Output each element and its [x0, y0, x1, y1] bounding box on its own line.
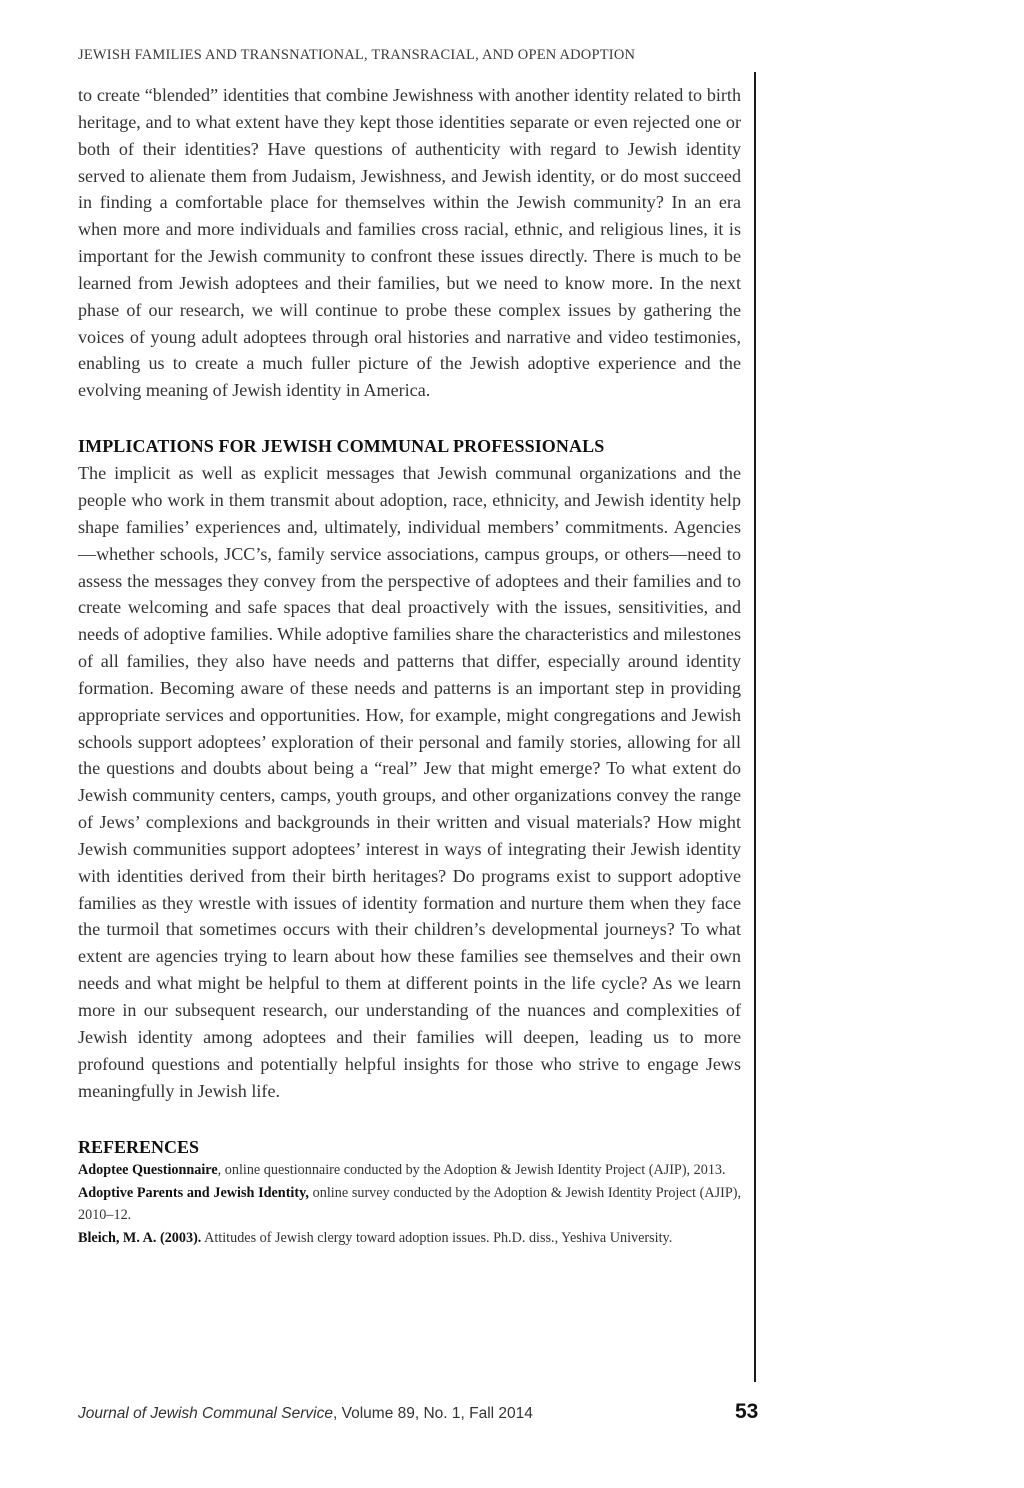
references-list — [78, 1159, 741, 1249]
reference-entry — [78, 1227, 741, 1250]
page-number: 53 — [735, 1400, 759, 1423]
reference-title: Adoptive Parents and Jewish Identity, — [78, 1184, 309, 1201]
reference-text: , online questionnaire conducted by the Adoption & Jewish Identity Project (AJIP), 2013. — [217, 1162, 726, 1179]
journal-name: Journal of Jewish Communal Service — [78, 1405, 333, 1422]
section-heading: IMPLICATIONS FOR JEWISH COMMUNAL PROFESSIONALS — [78, 436, 605, 457]
reference-text: online survey conducted by the Adoption & Jewish Identity Project (AJIP), 2010–12. — [78, 1184, 741, 1224]
column-rule — [754, 72, 756, 1382]
reference-title: Bleich, M. A. (2003). — [78, 1229, 202, 1246]
body-paragraph: The implicit as well as explicit messages that Jewish communal organizations and the people who work in them transmit about adoption, race, ethnicity, and Jewish identity help shape families’ experiences and, ultimately, individual members’ commitments. Agencies—whether schools, JCC’s, family service associations, campus groups, or others—need to assess the messages they convey from the perspective of adoptees and their families and to create welcoming and safe spaces that deal proactively with the issues, sensitivities, and needs of adoptive families. While adoptive families share the characteristics and milestones of all families, they also have needs and patterns that differ, especially around identity formation. Becoming aware of these needs and patterns is an important step in providing appropriate services and opportunities. How, for example, might congregations and Jewish schools support adoptees’ exploration of their personal and family stories, allowing for all the questions and doubts about being a “real” Jew that might emerge? To what extent do Jewish community centers, camps, youth groups, and other organizations convey the range of Jews’ complexions and backgrounds in their written and visual materials? How might Jewish communities support adoptees’ interest in ways of integrating their Jewish identity with identities derived from their birth heritages? Do programs exist to support adoptive families as they wrestle with issues of identity formation and nurture them when they face the turmoil that sometimes occurs with their children’s developmental journeys? To what extent are agencies trying to learn about how these families see themselves and their own needs and what might be helpful to them at different points in the life cycle? As we learn more in our subsequent research, our understanding of the nuances and complexities of Jewish identity among adoptees and their families will deepen, leading us to more profound questions and potentially helpful insights for those who strive to engage Jews meaningfully in Jewish life. — [78, 463, 741, 1101]
body-paragraph: to create “blended” identities that combine Jewishness with another identity related to birth heritage, and to what extent have they kept those identities separate or even rejected one or both of their identities? Have questions of authenticity with regard to Jewish identity served to alienate them from Judaism, Jewishness, and Jewish identity, or do most succeed in finding a comfortable place for themselves within the Jewish community? In an era when more and more individuals and families cross racial, ethnic, and religious lines, it is important for the Jewish community to confront these issues directly. There is much to be learned from Jewish adoptees and their families, but we need to know more. In the next phase of our research, we will continue to probe these complex issues by gathering the voices of young adult adoptees through oral histories and narrative and video testimonies, enabling us to create a much fuller picture of the Jewish adoptive experience and the evolving meaning of Jewish identity in America. — [78, 85, 741, 401]
reference-entry — [78, 1182, 741, 1227]
reference-entry — [78, 1159, 741, 1182]
footer-citation — [78, 1405, 533, 1423]
reference-title: Adoptee Questionnaire — [78, 1162, 218, 1179]
main-content — [78, 82, 741, 1249]
running-header: JEWISH FAMILIES AND TRANSNATIONAL, TRANSRACIAL, AND OPEN ADOPTION — [78, 47, 636, 63]
references-heading: REFERENCES — [78, 1137, 200, 1158]
journal-issue: , Volume 89, No. 1, Fall 2014 — [333, 1405, 533, 1422]
reference-text: Attitudes of Jewish clergy toward adoption issues. Ph.D. diss., Yeshiva University. — [201, 1229, 673, 1246]
